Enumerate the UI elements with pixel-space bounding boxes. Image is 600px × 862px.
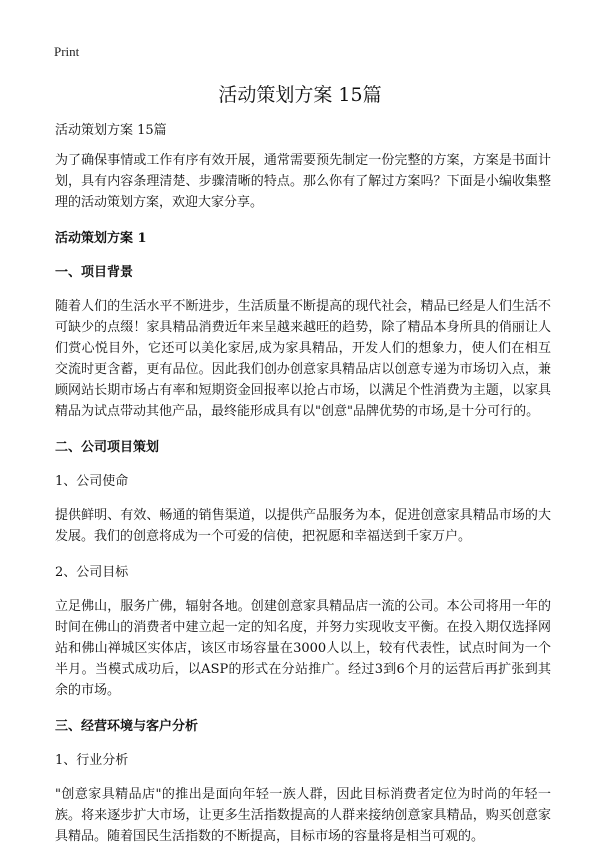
paragraph-project-background: 随着人们的生活水平不断进步，生活质量不断提高的现代社会，精品已经是人们生活不可缺少的点缀！家具精品消费近年来呈越来越旺的趋势，除了精品本身所具的俏丽让人们赏心悦目外，它还可以美化家居,成为家具精品，开发人们的想象力，使人们在相互交流时更含蓄，更有品位。因此我们创办创意家具精品店以创意专递为市场切入点，兼顾网站长期市场占有率和短期资金回报率以抢占市场，以满足个性消费为主题，以家具精品为试点带动其他产品，最终能形成具有以"创意"品牌优势的市场,是十分可行的。 bbox=[55, 299, 551, 419]
heading-project-background: 一、项目背景 bbox=[55, 265, 134, 280]
paragraph-company-mission: 提供鲜明、有效、畅通的销售渠道，以提供产品服务为本，促进创意家具精品市场的大发展。我们的创意将成为一个可爱的信使，把祝愿和幸福送到千家万户。 bbox=[55, 508, 551, 544]
heading-environment-analysis: 三、经营环境与客户分析 bbox=[55, 719, 199, 734]
page-title: 活动策划方案 15篇 bbox=[218, 84, 382, 106]
heading-company-planning: 二、公司项目策划 bbox=[55, 440, 160, 455]
paragraph-company-goals: 立足佛山，服务广佛，辐射各地。创建创意家具精品店一流的公司。本公司将用一年的时间在佛山的消费者中建立起一定的知名度，并努力实现收支平衡。在投入期仅选择网站和佛山禅城区实体店，该区市场容量在3000人以上，较有代表性，试点时间为一个半月。当模式成功后，以ASP的形式在分站推广。经过3到6个月的运营后再扩张到其余的市场。 bbox=[55, 599, 551, 698]
subheading-company-mission: 1、公司使命 bbox=[55, 474, 129, 489]
subheading-company-goals: 2、公司目标 bbox=[55, 565, 129, 580]
document-body bbox=[55, 120, 551, 862]
document-subtitle: 活动策划方案 15篇 bbox=[55, 123, 167, 138]
subheading-industry-analysis: 1、行业分析 bbox=[55, 753, 129, 768]
paragraph-industry-analysis: "创意家具精品店"的推出是面向年轻一族人群，因此目标消费者定位为时尚的年轻一族。将来逐步扩大市场，让更多生活指数提高的人群来接纳创意家具精品，购买创意家具精品。随着国民生活指数的不断提高，目标市场的容量将是相当可观的。 bbox=[55, 787, 551, 844]
intro-paragraph: 为了确保事情或工作有序有效开展，通常需要预先制定一份完整的方案，方案是书面计划，具有内容条理清楚、步骤清晰的特点。那么你有了解过方案吗？下面是小编收集整理的活动策划方案，欢迎大家分享。 bbox=[55, 153, 551, 210]
print-link[interactable]: Print bbox=[54, 44, 80, 59]
section-title: 活动策划方案 1 bbox=[55, 231, 147, 246]
